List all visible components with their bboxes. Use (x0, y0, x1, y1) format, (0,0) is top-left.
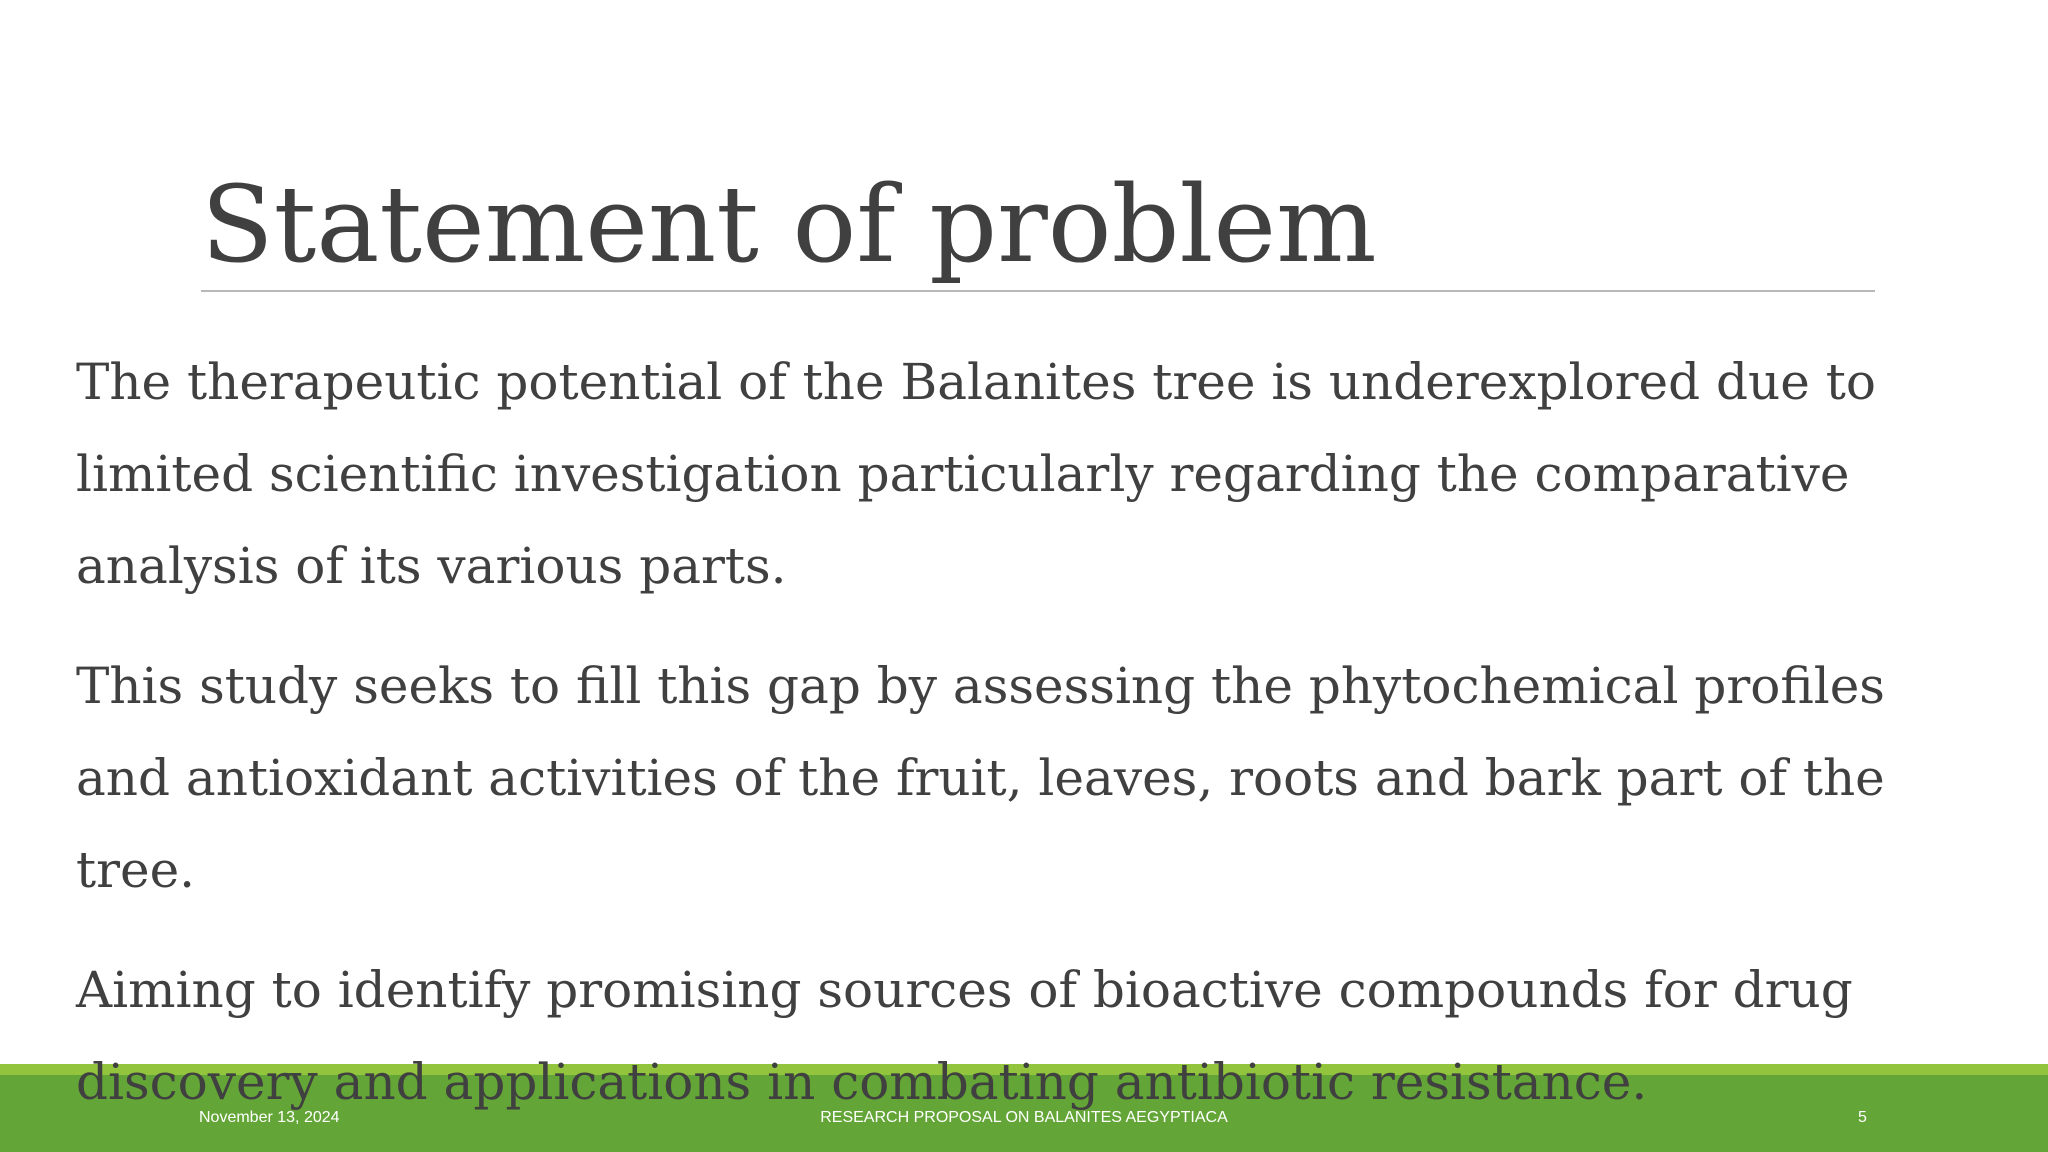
footer-date: November 13, 2024 (199, 1109, 340, 1126)
slide-title: Statement of problem (201, 163, 1377, 286)
body-paragraph-2: This study seeks to fill this gap by assessing the phytochemical profiles and antioxidant activities of the fruit, leaves, roots and bark part of the tree. (76, 657, 1885, 899)
body-paragraph-3: Aiming to identify promising sources of bioactive compounds for drug discovery and applications in combating antibiotic resistance. (76, 961, 1853, 1111)
footer-title: RESEARCH PROPOSAL ON BALANITES AEGYPTIACA (820, 1109, 1228, 1126)
body-paragraph-1: The therapeutic potential of the Balanites tree is underexplored due to limited scientific investigation particularly regarding the comparative analysis of its various parts. (76, 353, 1876, 595)
title-divider (201, 290, 1875, 292)
slide-number: 5 (1858, 1109, 1867, 1126)
slide-body (76, 336, 1976, 1152)
